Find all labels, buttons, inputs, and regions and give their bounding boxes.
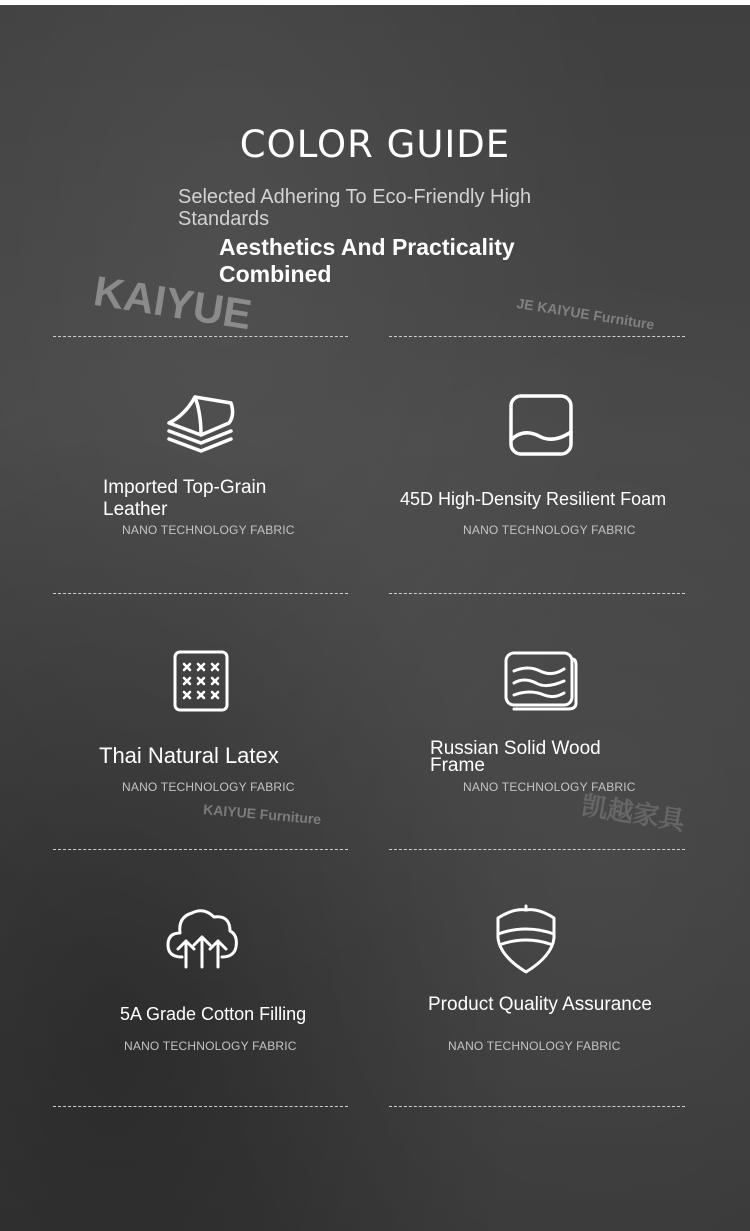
feature-title: Russian Solid Wood Frame	[430, 738, 601, 776]
feature-title: 5A Grade Cotton Filling	[120, 1004, 307, 1024]
brand-watermark-small: JE KAIYUE Furniture	[515, 295, 656, 333]
quality-shield-icon	[492, 904, 560, 976]
brand-watermark: KAIYUE	[90, 267, 255, 339]
divider	[53, 849, 348, 850]
feature-caption: NANO TECHNOLOGY FABRIC	[463, 780, 636, 794]
page-tagline: Aesthetics And Practicality Combined	[219, 234, 515, 287]
divider	[53, 593, 348, 594]
feature-caption: NANO TECHNOLOGY FABRIC	[122, 780, 295, 794]
wood-grain-icon	[504, 651, 578, 711]
divider	[389, 1106, 685, 1107]
feature-caption: NANO TECHNOLOGY FABRIC	[448, 1039, 621, 1053]
feature-title: Product Quality Assurance	[428, 994, 652, 1015]
divider	[53, 1106, 348, 1107]
latex-grid-icon	[173, 650, 229, 712]
feature-caption: NANO TECHNOLOGY FABRIC	[124, 1039, 297, 1053]
brand-watermark-cn: 凯越家具	[579, 789, 687, 836]
divider	[389, 849, 685, 850]
page-title: COLOR GUIDE	[239, 123, 511, 166]
feature-caption: NANO TECHNOLOGY FABRIC	[122, 523, 295, 537]
page-subtitle: Selected Adhering To Eco-Friendly High Standards	[178, 186, 532, 230]
divider	[53, 336, 348, 337]
divider	[389, 336, 685, 337]
feature-title: 45D High-Density Resilient Foam	[400, 489, 667, 509]
feature-title: Imported Top-Grain Leather	[103, 477, 267, 520]
feature-caption: NANO TECHNOLOGY FABRIC	[463, 523, 636, 537]
foam-wave-icon	[509, 394, 573, 456]
divider	[389, 593, 685, 594]
stacked-layers-icon	[165, 393, 237, 455]
brand-watermark-mid: KAIYUE Furniture	[202, 801, 322, 828]
feature-title: Thai Natural Latex	[99, 743, 279, 768]
color-guide-page	[0, 5, 750, 1231]
cotton-cloud-icon	[164, 905, 240, 969]
